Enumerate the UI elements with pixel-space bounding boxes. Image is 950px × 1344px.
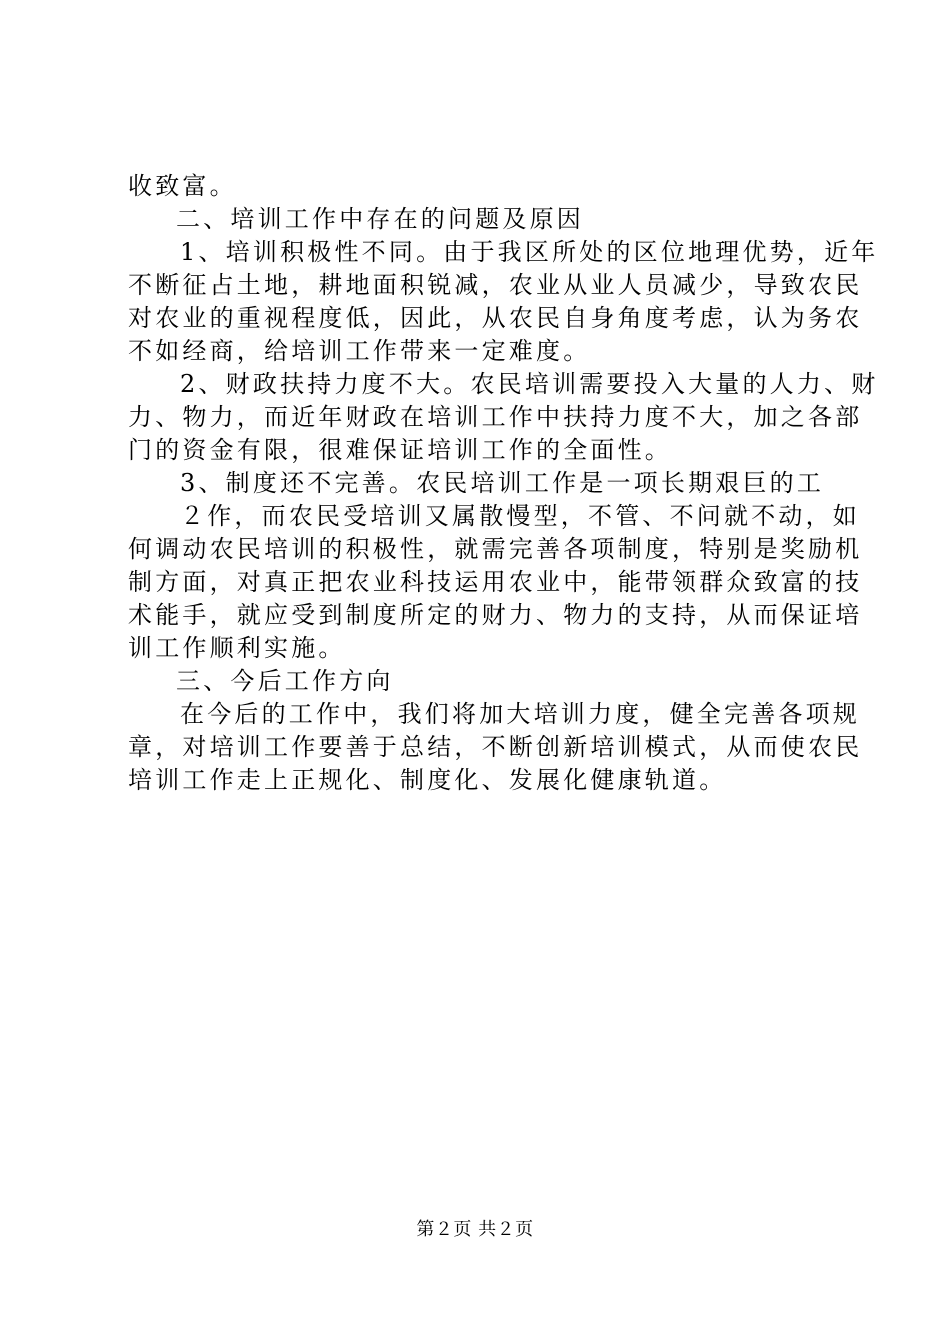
- section-heading: 二、培训工作中存在的问题及原因: [176, 205, 584, 233]
- paragraph-line: 1、培训积极性不同。由于我区所处的区位地理优势，近年: [180, 238, 879, 266]
- paragraph-line: ２作，而农民受培训又属散慢型，不管、不问就不动，如: [180, 502, 860, 530]
- paragraph-line: 不如经商，给培训工作带来一定难度。: [128, 337, 591, 365]
- section-heading: 三、今后工作方向: [176, 667, 394, 695]
- paragraph-line: 何调动农民培训的积极性，就需完善各项制度，特别是奖励机: [128, 535, 863, 563]
- paragraph-line: 对农业的重视程度低，因此，从农民自身角度考虑，认为务农: [128, 304, 863, 332]
- paragraph-line: 不断征占土地，耕地面积锐减，农业从业人员减少，导致农民: [128, 271, 863, 299]
- paragraph-line: 制方面，对真正把农业科技运用农业中，能带领群众致富的技: [128, 568, 863, 596]
- paragraph-line: 训工作顺利实施。: [128, 634, 346, 662]
- paragraph-line: 力、物力，而近年财政在培训工作中扶持力度不大，加之各部: [128, 403, 863, 431]
- document-body: [128, 170, 879, 797]
- paragraph-line: 3、制度还不完善。农民培训工作是一项长期艰巨的工: [180, 469, 825, 497]
- text-line: 收致富。: [128, 172, 237, 200]
- paragraph-line: 培训工作走上正规化、制度化、发展化健康轨道。: [128, 766, 727, 794]
- paragraph-line: 章，对培训工作要善于总结，不断创新培训模式，从而使农民: [128, 733, 863, 761]
- paragraph-line: 术能手，就应受到制度所定的财力、物力的支持，从而保证培: [128, 601, 863, 629]
- paragraph-line: 门的资金有限，很难保证培训工作的全面性。: [128, 436, 672, 464]
- paragraph-line: 2、财政扶持力度不大。农民培训需要投入大量的人力、财: [180, 370, 879, 398]
- paragraph-line: 在今后的工作中，我们将加大培训力度，健全完善各项规: [180, 700, 860, 728]
- page-number-footer: 第２页 共２页: [416, 1219, 534, 1240]
